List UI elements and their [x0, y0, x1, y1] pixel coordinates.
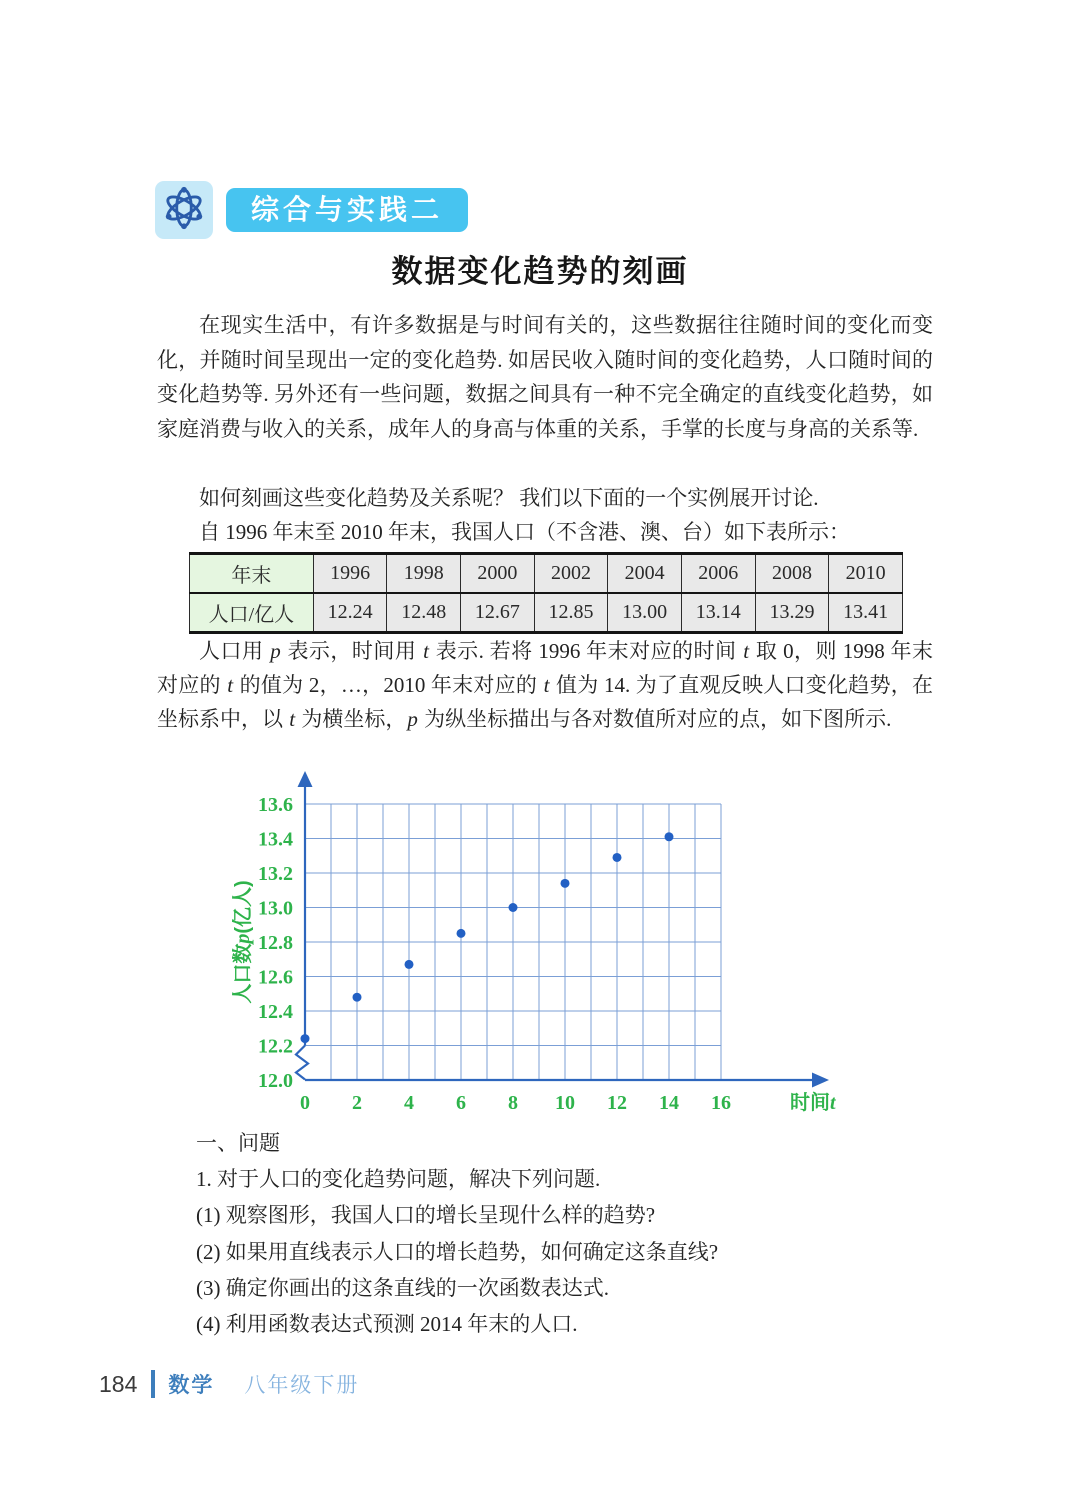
row-label-population: 人口/亿人	[190, 593, 314, 633]
variable-p: p	[270, 639, 281, 663]
text-part: 值为 14. 为了直观反映人口变化趋势，在坐标系中，以	[157, 673, 934, 731]
question-item: (4) 利用函数表达式预测 2014 年末的人口.	[196, 1312, 578, 1337]
section-badge-label: 综合与实践二	[226, 188, 468, 232]
x-tick-label: 6	[456, 1092, 466, 1114]
table-cell: 2010	[829, 554, 903, 594]
text-part: 表示，时间用	[281, 639, 423, 663]
data-point	[457, 929, 466, 938]
footer-subject: 数学	[168, 1374, 215, 1397]
data-point	[301, 1034, 310, 1043]
y-tick-label: 12.4	[258, 1001, 293, 1023]
table-cell: 2008	[755, 554, 829, 594]
atom-icon	[161, 185, 207, 236]
text-part: 表示. 若将 1996 年末对应的时间	[429, 639, 743, 663]
table-cell: 13.00	[608, 593, 682, 633]
table-cell: 2000	[461, 554, 535, 594]
x-tick-label: 0	[300, 1092, 310, 1114]
x-tick-label: 10	[555, 1092, 575, 1114]
table-cell: 1998	[387, 554, 461, 594]
y-tick-label: 12.6	[258, 966, 293, 989]
question-item: (3) 确定你画出的这条直线的一次函数表达式.	[196, 1275, 609, 1300]
y-tick-label: 13.4	[258, 828, 293, 851]
y-tick-label: 13.0	[258, 897, 293, 920]
variable-t: t	[289, 707, 296, 731]
text-part: 的值为 2，…，2010 年末对应的	[234, 673, 543, 697]
question-item: (1) 观察图形，我国人口的增长呈现什么样的趋势?	[196, 1203, 656, 1228]
population-chart	[232, 770, 922, 1130]
section-badge	[155, 181, 468, 239]
table-row-population	[190, 593, 903, 633]
table-cell: 12.67	[461, 593, 535, 633]
paragraph-question-lead: 如何刻画这些变化趋势及关系呢？ 我们以下面的一个实例展开讨论.	[199, 486, 819, 510]
table-cell: 1996	[313, 554, 387, 594]
data-point	[561, 879, 570, 888]
paragraph-table-lead: 自 1996 年末至 2010 年末，我国人口（不含港、澳、台）如下表所示：	[199, 520, 850, 544]
data-point	[353, 993, 362, 1002]
page-footer	[99, 1369, 359, 1399]
data-point	[509, 903, 518, 912]
chart-axes	[296, 771, 829, 1088]
questions-heading: 一、问题	[196, 1131, 280, 1155]
table-cell: 13.29	[755, 593, 829, 633]
table-row-years	[190, 554, 903, 594]
row-label-year: 年末	[190, 554, 314, 594]
badge-icon-box	[155, 181, 213, 239]
table-cell: 12.24	[313, 593, 387, 633]
population-chart-svg	[232, 770, 922, 1130]
y-tick-label: 13.6	[258, 794, 293, 816]
variable-t: t	[227, 673, 234, 697]
question-item: (2) 如果用直线表示人口的增长趋势，如何确定这条直线?	[196, 1239, 719, 1264]
y-tick-label: 13.2	[258, 863, 293, 885]
data-point	[613, 853, 622, 862]
chart-grid	[305, 804, 721, 1080]
question-intro: 1. 对于人口的变化趋势问题，解决下列问题.	[196, 1167, 601, 1192]
chart-tick-labels	[232, 794, 837, 1114]
text-part: 为横坐标，	[296, 707, 407, 731]
text-part: 为纵坐标描出与各对数值所对应的点，如下图所示.	[418, 707, 892, 731]
y-axis-label: 人口数p(亿人)	[232, 880, 254, 1004]
table-cell: 13.14	[681, 593, 755, 633]
x-tick-label: 16	[711, 1092, 731, 1114]
footer-divider	[151, 1370, 155, 1398]
population-table	[189, 552, 903, 634]
x-tick-label: 12	[607, 1092, 627, 1114]
variable-p: p	[407, 707, 418, 731]
table-cell: 2006	[681, 554, 755, 594]
paragraph-intro: 在现实生活中，有许多数据是与时间有关的，这些数据往往随时间的变化而变化，并随时间呈现出一定的变化趋势. 如居民收入随时间的变化趋势，人口随时间的变化趋势等. 另外还有一些问题，数据之间具有一种不完全确定的直线变化趋势，如家庭消费与收入的关系，成年人的身高与体重的关系，手掌的长度与身高的关系等.	[157, 313, 933, 441]
table-cell: 13.41	[829, 593, 903, 633]
table-cell: 2004	[608, 554, 682, 594]
questions-section	[196, 1125, 936, 1342]
table-cell: 2002	[534, 554, 608, 594]
x-tick-label: 14	[659, 1092, 679, 1114]
footer-volume: 八年级下册	[244, 1374, 360, 1397]
table-cell: 12.85	[534, 593, 608, 633]
y-tick-label: 12.0	[258, 1070, 293, 1092]
variable-t: t	[543, 673, 550, 697]
data-point	[665, 832, 674, 841]
variable-t: t	[423, 639, 429, 663]
x-tick-label: 2	[352, 1092, 362, 1114]
text-part: 人口用	[199, 639, 270, 663]
paragraph-plot-lead	[157, 634, 933, 736]
table-cell: 12.48	[387, 593, 461, 633]
x-axis-label: 时间t	[790, 1092, 836, 1114]
page-number: 184	[99, 1370, 138, 1397]
y-tick-label: 12.8	[258, 932, 293, 954]
x-tick-label: 8	[508, 1092, 518, 1114]
text-part: 取 0，则 1998 年末对应的	[157, 639, 934, 697]
page-title: 数据变化趋势的刻画	[391, 254, 689, 289]
data-point	[405, 960, 414, 969]
y-tick-label: 12.2	[258, 1035, 293, 1058]
x-tick-label: 4	[404, 1092, 414, 1114]
variable-t: t	[743, 639, 750, 663]
